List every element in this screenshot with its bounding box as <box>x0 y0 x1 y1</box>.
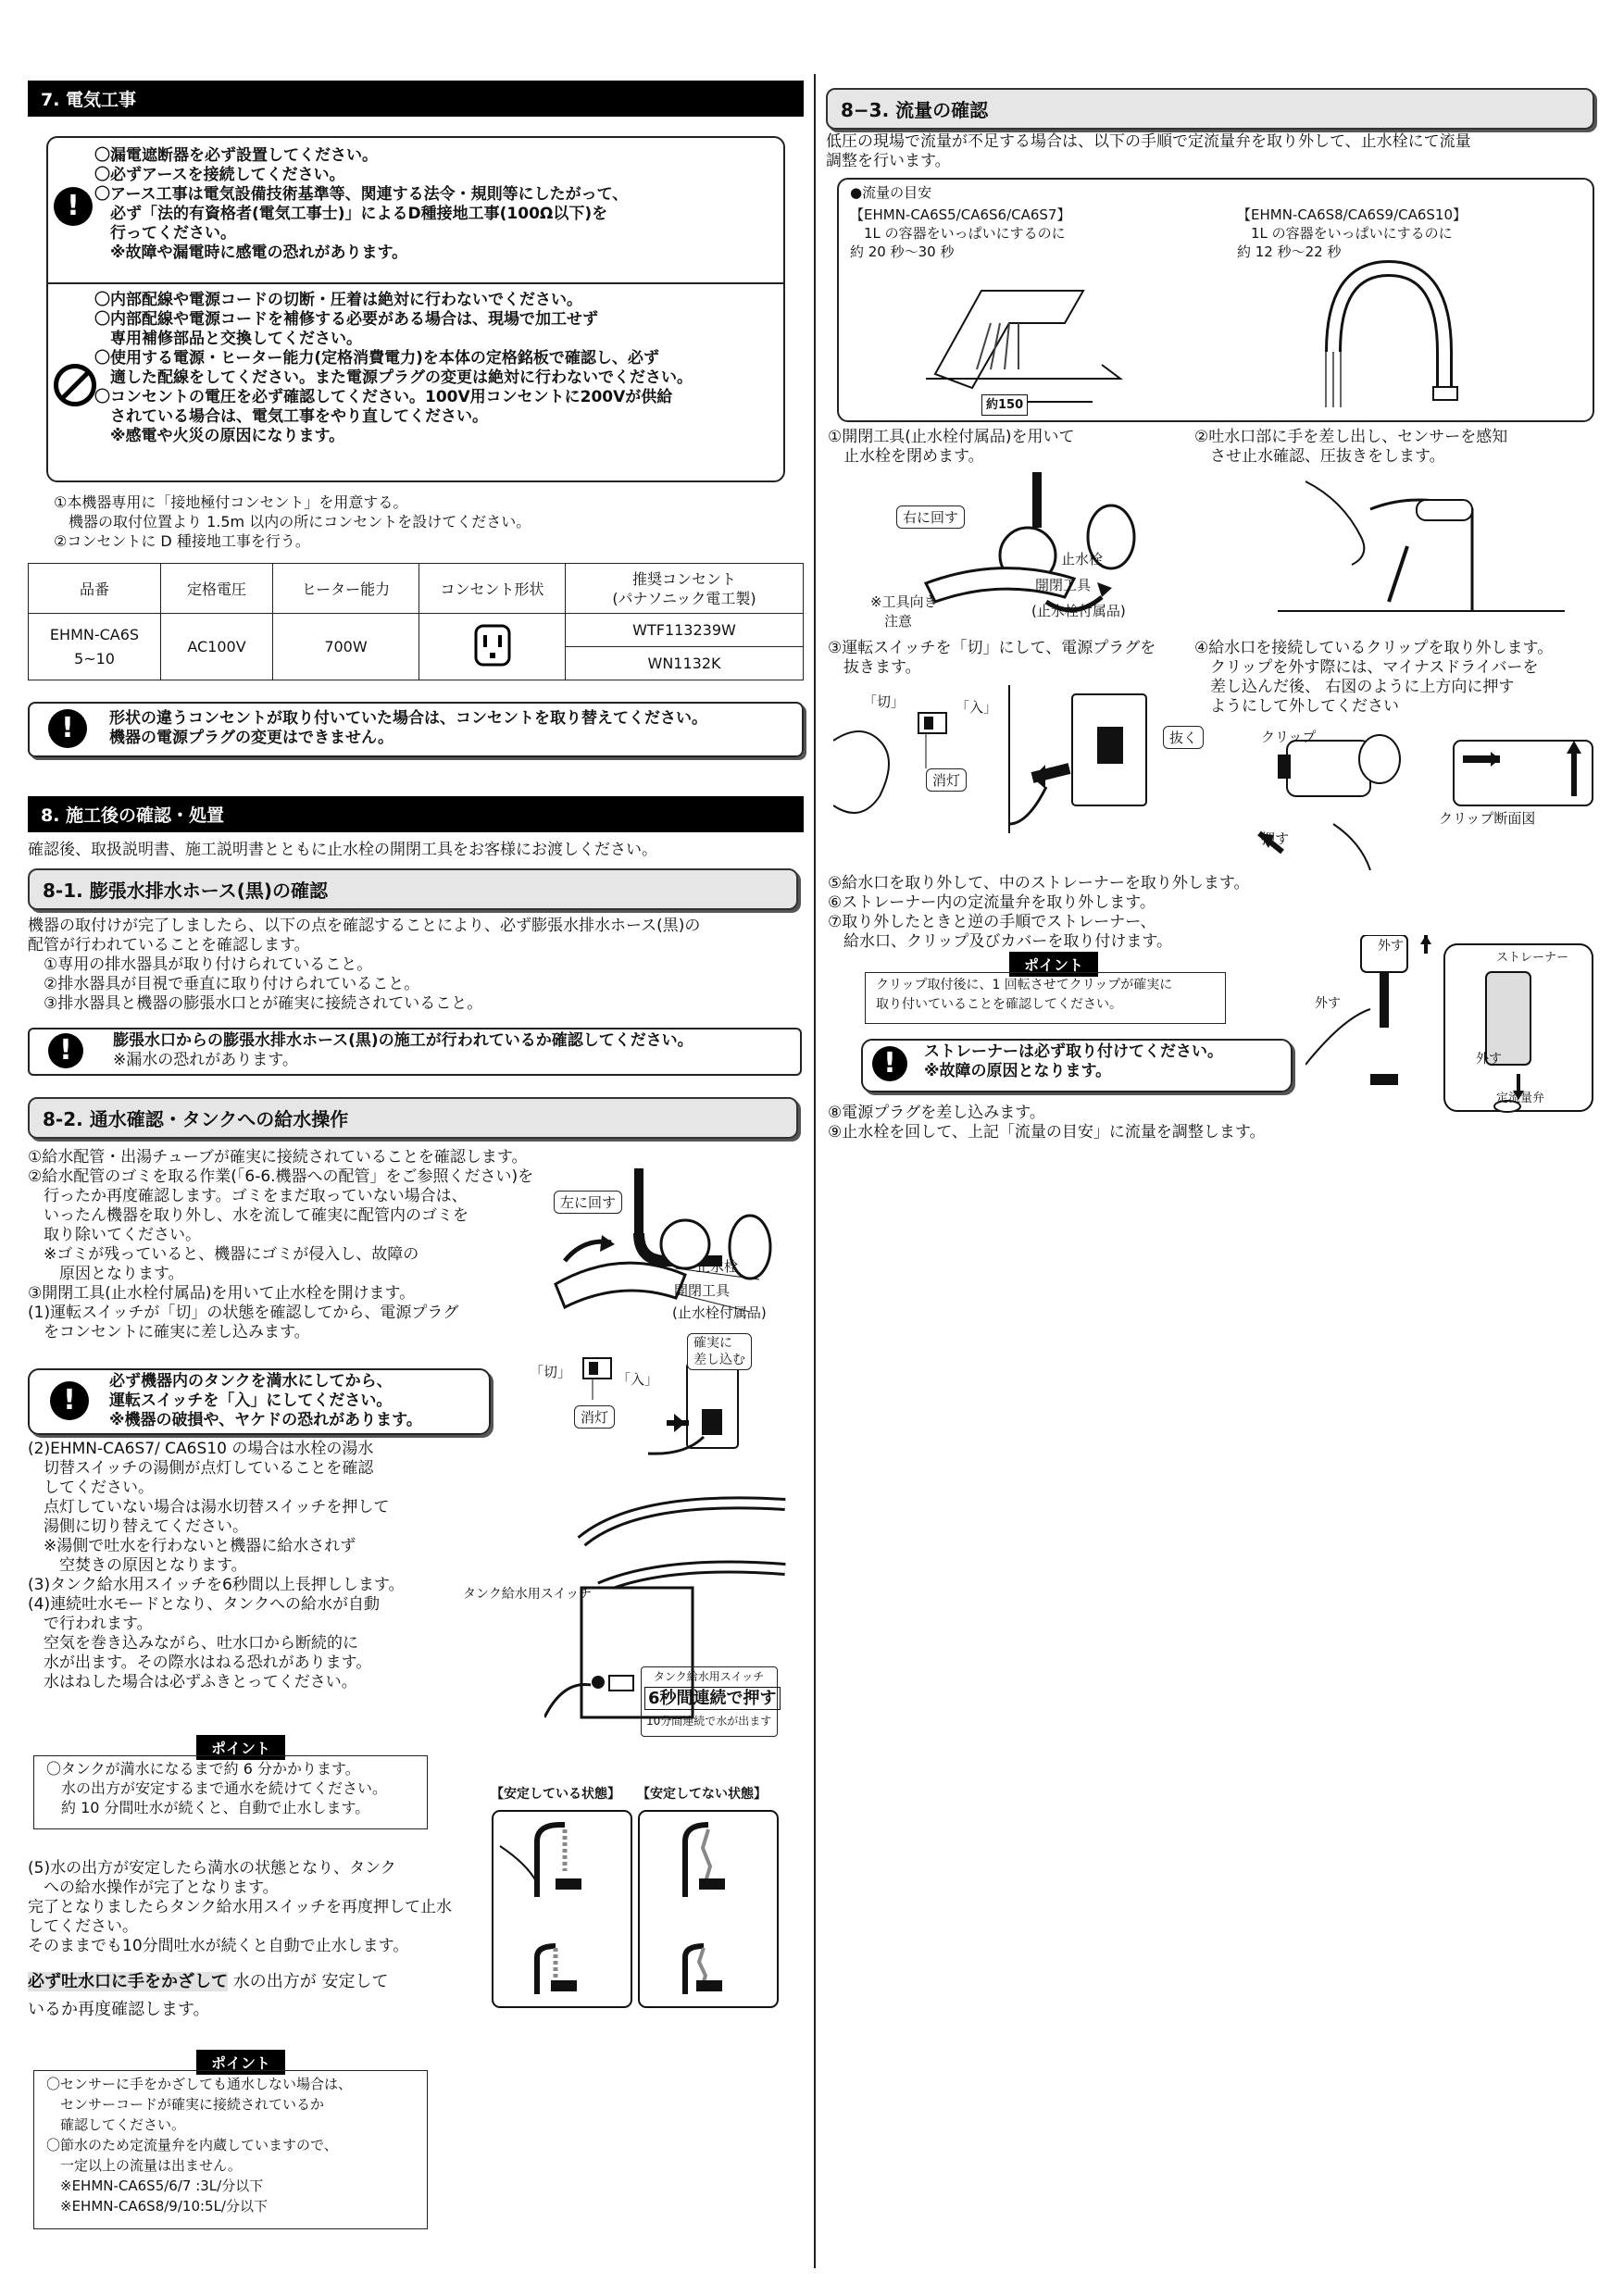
text-line: ※湯側で吐水を行わないと機器に給水されず <box>28 1537 356 1555</box>
text-line: ①開閉工具(止水栓付属品)を用いて <box>828 428 1075 446</box>
text-line: ①専用の排水器具が取り付けられていること。 <box>28 955 373 974</box>
tool-note-label: (止水栓付属品) <box>672 1304 767 1321</box>
table-header: 推奨コンセント (パナソニック電工製) <box>566 564 804 614</box>
text-line: 空焚きの原因となります。 <box>28 1556 247 1575</box>
section-8-2-text-c <box>28 1859 452 1956</box>
section-8-3-intro <box>826 132 1471 171</box>
text-line: 膨張水口からの膨張水排水ホース(黒)の施工が行われているか確認してください。 <box>113 1031 693 1050</box>
section-8-2-text-b <box>28 1440 405 1692</box>
tool-direction-note: ※工具向き 注意 <box>870 593 938 630</box>
text-line: (4)連続吐水モードとなり、タンクへの給水が自動 <box>28 1595 381 1614</box>
text-line: 1L の容器をいっぱいにするのに <box>850 225 1066 242</box>
switch-on-label: 「入」 <box>956 699 998 716</box>
step-2-text <box>1194 428 1507 467</box>
warning-icon: ! <box>872 1046 907 1081</box>
text-line: ⑧電源プラグを差し込みます。 <box>828 1104 1045 1122</box>
text-line: 止水栓を閉めます。 <box>828 447 984 466</box>
text-line: 取り付いていることを確認してください。 <box>876 997 1122 1012</box>
strainer-warning-text <box>924 1042 1223 1081</box>
table-header: ヒーター能力 <box>273 564 419 614</box>
text-line: 【EHMN-CA6S5/CA6S6/CA6S7】 <box>850 206 1071 223</box>
stable-label: 【安定している状態】 <box>491 1787 620 1802</box>
text-line: 必ず「法的有資格者(電気工事士)」によるD種接地工事(100Ω以下)を <box>94 205 608 223</box>
text-line: への給水操作が完了となります。 <box>28 1878 279 1897</box>
clip-label: クリップ <box>1261 729 1317 745</box>
text-line: センサーコードが確実に接続されているか <box>46 2096 325 2113</box>
text-line: クリップを外す際には、マイナスドライバーを <box>1194 658 1539 677</box>
text-line: をコンセントに確実に差し込みます。 <box>28 1323 310 1341</box>
text-line: 空気を巻き込みながら、吐水口から断続的に <box>28 1634 358 1653</box>
text-line: ※感電や火災の原因になります。 <box>94 427 345 445</box>
text-line: ③運転スイッチを「切」にして、電源プラグを <box>828 639 1156 657</box>
switch-10min-label: 10分間連続で水が出ます <box>646 1715 772 1728</box>
push-label: 押す <box>1261 830 1290 847</box>
point-label: ポイント <box>1009 952 1098 977</box>
text-line: ③開閉工具(止水栓付属品)を用いて止水栓を開けます。 <box>28 1284 416 1303</box>
flow-state-figure <box>491 1809 780 2009</box>
text-line: 水が出ます。その際水はねる恐れがあります。 <box>28 1653 372 1672</box>
column-divider <box>814 74 816 2268</box>
electrical-steps <box>54 493 531 551</box>
text-line: 確認してください。 <box>46 2116 186 2133</box>
text-line: ようにして外してください <box>1194 697 1399 716</box>
text-line: ⑦取り外したときと逆の手順でストレーナー、 <box>828 913 1156 931</box>
warning-text <box>94 146 628 263</box>
warning-icon: ! <box>54 187 93 226</box>
text-line: (3)タンク給水用スイッチを6秒間以上長押しします。 <box>28 1576 405 1594</box>
text-line: 抜きます。 <box>828 658 921 677</box>
text-line: 点灯していない場合は湯水切替スイッチを押して <box>28 1498 390 1516</box>
remove-label-1: 外す <box>1378 939 1404 954</box>
section-8-3-title: 8−3. 流量の確認 <box>826 88 1594 130</box>
text-line: 〇漏電遮断器を必ず設置してください。 <box>94 146 378 165</box>
turn-left-label: 左に回す <box>554 1191 622 1214</box>
tool-label: 開閉工具 <box>1035 577 1092 593</box>
text-line: で行われます。 <box>28 1615 153 1633</box>
section-8-intro: 確認後、取扱説明書、施工説明書とともに止水栓の開閉工具をお客様にお渡しください。 <box>28 841 657 859</box>
steps-8-9-text <box>828 1104 1266 1142</box>
light-off-label: 消灯 <box>926 768 967 792</box>
text-line: ⑨止水栓を回して、上記「流量の目安」に流量を調整します。 <box>828 1123 1266 1142</box>
text-line: ②排水器具が目視で垂直に取り付けられていること。 <box>28 975 420 993</box>
outlet-cell: WN1132K <box>566 647 804 680</box>
strainer-label: ストレーナー <box>1496 951 1569 965</box>
unstable-label: 【安定してない状態】 <box>637 1787 767 1802</box>
text-line: 行ったか再度確認します。ゴミをまだ取っていない場合は、 <box>28 1187 468 1205</box>
text-line: 切替スイッチの湯側が点灯していることを確認 <box>28 1459 374 1478</box>
turn-right-label: 右に回す <box>896 505 965 529</box>
text-line: 完了となりましたらタンク給水用スイッチを再度押して止水 <box>28 1898 452 1916</box>
outlet-shape-cell <box>419 614 566 680</box>
step-1-text <box>828 428 1075 467</box>
text-line: 〇センサーに手をかざしても通水しない場合は、 <box>46 2076 353 2092</box>
text-line: 水はねした場合は必ずふきとってください。 <box>28 1673 357 1691</box>
outlet-icon <box>472 624 513 667</box>
text-line: 〇内部配線や電源コードを補修する必要がある場合は、現場で加工せず <box>94 310 598 329</box>
text-line: 〇タンクが満水になるまで約 6 分かかります。 <box>46 1760 360 1778</box>
clip-section-label: クリップ断面図 <box>1439 810 1536 827</box>
text-line: 行ってください。 <box>94 224 236 243</box>
flow-guide-title: ●流量の目安 <box>850 184 932 201</box>
text-line: ③排水器具と機器の膨張水口とが確実に接続されていること。 <box>28 994 483 1013</box>
text-line: ※故障の原因となります。 <box>924 1062 1112 1080</box>
tool-note-label: (止水栓付属品) <box>1031 603 1126 619</box>
point-text-2 <box>46 2074 352 2216</box>
text-line: させ止水確認、圧抜きをします。 <box>1194 447 1445 466</box>
step-3-text <box>828 639 1156 678</box>
text-line: ②給水配管のゴミを取る作業(「6-6.機器への配管」をご参照ください)を <box>28 1167 534 1186</box>
text-line: 取り除いてください。 <box>28 1226 201 1244</box>
warning-icon: ! <box>48 1033 83 1068</box>
text-line: 〇アース工事は電気設備技術基準等、関連する法令・規則等にしたがって、 <box>94 185 629 204</box>
section-8-2-title: 8-2. 通水確認・タンクへの給水操作 <box>28 1097 798 1139</box>
text-line: ⑥ストレーナー内の定流量弁を取り外します。 <box>828 893 1156 912</box>
text-line: ※漏水の恐れがあります。 <box>113 1051 298 1069</box>
outlet-spec-table <box>28 563 804 680</box>
text-line: そのままでも10分間吐水が続くと自動で止水します。 <box>28 1937 409 1955</box>
hand-check-line-2: いるか再度確認します。 <box>28 2000 210 2019</box>
text-line: ⑤給水口を取り外して、中のストレーナーを取り外します。 <box>828 874 1250 892</box>
warning-icon: ! <box>48 709 87 748</box>
faucet-a-figure <box>917 263 1130 416</box>
text-line: 低圧の現場で流量が不足する場合は、以下の手順で定流量弁を取り外して、止水栓にて流量 <box>826 132 1471 151</box>
hand-check-highlight: 必ず吐水口に手をかざして <box>28 1972 228 1991</box>
text-line: (2)EHMN-CA6S7/ CA6S10 の場合は水栓の湯水 <box>28 1440 374 1458</box>
text-line: してください。 <box>28 1917 138 1936</box>
table-header: 定格電圧 <box>161 564 273 614</box>
text-line: 〇節水のため定流量弁を内蔵していますので、 <box>46 2137 338 2153</box>
text-line: されている場合は、電気工事をやり直してください。 <box>94 407 488 426</box>
text-line: いったん機器を取り外し、水を流して確実に配管内のゴミを <box>28 1206 468 1225</box>
text-line: 約 20 秒～30 秒 <box>850 243 955 260</box>
tool-label: 開閉工具 <box>674 1282 731 1299</box>
step-4-text <box>1194 639 1553 717</box>
switch-on-label: 「入」 <box>617 1371 659 1388</box>
dimension-label: 約150 <box>981 394 1028 416</box>
text-line: 約 12 秒～22 秒 <box>1237 243 1342 260</box>
text-line: ①本機器専用に「接地極付コンセント」を用意する。 <box>54 493 408 511</box>
text-line: ※EHMN-CA6S5/6/7 :3L/分以下 <box>46 2177 264 2194</box>
text-line: 〇必ずアースを接続してください。 <box>94 166 345 184</box>
sensor-check-figure <box>1278 472 1565 620</box>
point-label: ポイント <box>196 2050 285 2075</box>
text-line: 〇コンセントの電圧を必ず確認してください。100V用コンセントに200Vが供給 <box>94 388 673 406</box>
valve-label: 止水栓 <box>1061 551 1104 568</box>
heater-cell: 700W <box>273 614 419 680</box>
light-off-label: 消灯 <box>574 1405 615 1429</box>
text-line: 差し込んだ後、 右図のように上方向に押す <box>1194 678 1515 696</box>
text-line: 適した配線をしてください。また電源プラグの変更は絶対に行わないでください。 <box>94 368 693 387</box>
text-line: ②吐水口部に手を差し出し、センサーを感知 <box>1194 428 1508 446</box>
point-label: ポイント <box>196 1735 285 1760</box>
text-line: 必ず機器内のタンクを満水にしてから、 <box>109 1372 393 1391</box>
switch-off-label: 「切」 <box>530 1364 572 1380</box>
section-8-1-text <box>28 917 700 1014</box>
flow-valve-label: 定流量弁 <box>1496 1092 1545 1105</box>
text-line: 機器の取付けが完了しましたら、以下の点を確認することにより、必ず膨張水排水ホース(黒)の <box>28 917 701 935</box>
switch-caption: タンク給水用スイッチ <box>654 1670 765 1683</box>
text-line: ストレーナーは必ず取り付けてください。 <box>924 1042 1223 1061</box>
table-header: コンセント形状 <box>419 564 566 614</box>
voltage-cell: AC100V <box>161 614 273 680</box>
valve-label: 止水栓 <box>696 1258 739 1275</box>
text-line: 機器の取付位置より 1.5m 以内の所にコンセントを設けてください。 <box>54 513 531 530</box>
text-line: 調整を行います。 <box>826 152 951 170</box>
text-line: (1)運転スイッチが「切」の状態を確認してから、電源プラグ <box>28 1304 459 1322</box>
section-8-1-title: 8-1. 膨張水排水ホース(黒)の確認 <box>28 868 798 910</box>
insert-label: 確実に 差し込む <box>687 1333 752 1370</box>
text-line: 一定以上の流量は出ません。 <box>46 2157 242 2174</box>
text-line: してください。 <box>28 1479 154 1497</box>
outlet-cell: WTF113239W <box>566 614 804 647</box>
point-text-1 <box>46 1759 387 1817</box>
switch-6s-label: 6秒間連続で押す <box>644 1687 781 1710</box>
hand-check-rest: 水の出方が 安定して <box>228 1972 389 1991</box>
fill-tank-warning-text <box>109 1372 422 1430</box>
text-line: 1L の容器をいっぱいにするのに <box>1237 225 1453 242</box>
text-line: 〇内部配線や電源コードの切断・圧着は絶対に行わないでください。 <box>94 291 582 309</box>
steps-5-7-text <box>828 874 1250 952</box>
section-8-2-text-a <box>28 1148 533 1342</box>
text-line: 運転スイッチを「入」にしてください。 <box>109 1391 393 1410</box>
remove-label-3: 外す <box>1476 1052 1502 1067</box>
model-cell: EHMN-CA6S 5~10 <box>29 614 161 680</box>
text-line: 機器の電源プラグの変更はできません。 <box>109 729 394 747</box>
text-line: 原因となります。 <box>28 1265 184 1283</box>
switch-off-label: 「切」 <box>863 693 906 710</box>
text-line: ④給水口を接続しているクリップを取り外します。 <box>1194 639 1554 657</box>
text-line: 配管が行われていることを確認します。 <box>28 936 310 955</box>
text-line: 湯側に切り替えてください。 <box>28 1517 248 1536</box>
text-line: ①給水配管・出湯チューブが確実に接続されていることを確認します。 <box>28 1148 528 1167</box>
text-line: ②コンセントに D 種接地工事を行う。 <box>54 532 310 550</box>
text-line: 専用補修部品と交換してください。 <box>94 330 362 348</box>
section-8-title: 8. 施工後の確認・処置 <box>28 796 804 832</box>
text-line: 水の出方が安定するまで通水を続けてください。 <box>46 1779 388 1797</box>
tank-switch-label: タンク給水用スイッチ <box>463 1587 593 1602</box>
unplug-label: 抜く <box>1163 726 1204 749</box>
remove-label-2: 外す <box>1315 996 1341 1011</box>
hose-warning-text <box>113 1031 693 1070</box>
prohibition-icon <box>54 364 96 406</box>
prohibition-text <box>94 291 693 446</box>
point-text-3 <box>876 976 1172 1015</box>
flow-guide-b <box>1237 206 1467 261</box>
text-line: 約 10 分間吐水が続くと、自動で止水します。 <box>46 1799 370 1816</box>
text-line: 【EHMN-CA6S8/CA6S9/CA6S10】 <box>1237 206 1468 223</box>
text-line: クリップ取付後に、1 回転させてクリップが確実に <box>876 978 1173 992</box>
warning-icon: ! <box>50 1381 89 1420</box>
text-line: 給水口、クリップ及びカバーを取り付けます。 <box>828 932 1172 951</box>
hand-check-line <box>28 1970 388 1994</box>
text-line: ※EHMN-CA6S8/9/10:5L/分以下 <box>46 2198 268 2215</box>
text-line: (5)水の出方が安定したら満水の状態となり、タンク <box>28 1859 396 1878</box>
section-7-title: 7. 電気工事 <box>28 81 804 117</box>
text-line: ※機器の破損や、ヤケドの恐れがあります。 <box>109 1411 422 1429</box>
faucet-b-figure <box>1315 259 1463 417</box>
plug-warning-text <box>109 709 707 748</box>
text-line: 〇使用する電源・ヒーター能力(定格消費電力)を本体の定格銘板で確認し、必ず <box>94 349 659 368</box>
table-header: 品番 <box>29 564 161 614</box>
text-line: 形状の違うコンセントが取り付いていた場合は、コンセントを取り替えてください。 <box>109 709 707 728</box>
text-line: ※故障や漏電時に感電の恐れがあります。 <box>94 243 408 262</box>
text-line: ※ゴミが残っていると、機器にゴミが侵入し、故障の <box>28 1245 419 1264</box>
flow-guide-a <box>850 206 1070 261</box>
